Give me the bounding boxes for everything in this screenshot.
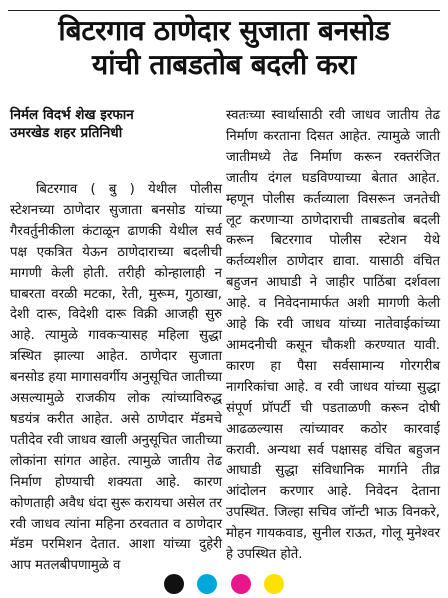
byline-role: उमरखेड शहर प्रतिनिधी [10,125,123,141]
registration-dot-magenta [231,574,251,594]
article-column-left [10,106,222,577]
headline [6,14,442,82]
headline-line-2: यांची ताबडतोब बदली करा [92,48,356,81]
print-registration-marks [0,574,448,588]
registration-dot-cyan [197,574,217,594]
article-column-right [226,106,440,566]
article-body-right: स्वतःच्या स्वार्थासाठी रवी जाधव जातीय तेढ निर्माण करताना दिसत आहेत. त्यामुळे जाती जातीमध्ये तेढ निर्माण करून रक्तरंजित जातीय दंगल घडविण्याच्या बेतात आहेत. म्हणून पोलीस कर्तव्याला विसरून जनतेची लूट करणाऱ्या ठाणेदाराची ताबडतोब बदली करून बिटरगाव पोलीस स्टेशन येथे कर्तव्यशील ठाणेदार द्यावा. यासाठी वंचित बहुजन आघाडी ने जाहीर पाठिंबा दर्शवला आहे. व निवेदनामार्फत अशी मागणी केली आहे कि रवी जाधव यांच्या नातेवाईकांच्या आमदनीची कसून चौकशी करण्यात यावी. कारण हा पैसा सर्वसामान्य गोरगरीब नागरिकांचा आहे. व रवी जाधव यांच्या सुद्धा संपूर्ण प्रॉपर्टी ची पडताळणी करून दोषी आढळल्यास त्यांच्यावर कठोर कारवाई करावी. अन्यथा सर्व पक्षासह वंचित बहुजन आघाडी सुद्धा संविधानिक मार्गाने तीव्र आंदोलन करणार आहे. निवेदन देताना उपस्थित. जिल्हा सचिव जॉन्टी भाऊ विनकरे, मोहन गायकवाड, सुनील राऊत, गोलू मुनेश्वर हे उपस्थित होते. [226,108,440,563]
byline-author: निर्मल विदर्भ शेख इरफान [10,107,134,123]
headline-line-1: बिटरगाव ठाणेदार सुजाता बनसोड [58,14,390,47]
registration-dot-black [164,574,184,594]
byline [10,106,222,142]
article-body-left: बिटरगाव ( बु ) येथील पोलीस स्टेशनच्या ठाणेदार सुजाता बनसोड यांच्या गैरवर्तुनीकीला कंटाळून ढाणकी येथील सर्व पक्ष एकत्रित येऊन ठाणेदाराच्या बदलीची मागणी केली होती. तरीही कोन्हालाही न घाबरता वरळी मटका, रेती, मुरूम, गुठाखा, देशी दारू, विदेशी दारू विक्री आजही सुरु आहे. त्यामुळे गावकऱ्यासह महिला सुद्धा त्रस्थित झाल्या आहेत. ठाणेदार सुजाता बनसोड हया मागासवर्गीय अनुसूचित जातीच्या असल्यामुळे राजकीय लोक त्यांच्याविरुद्ध षडयंत्र करीत आहेत. असे ठाणेदार मॅडमचे पतीदेव रवी जाधव खाली अनुसूचित जातीच्या लोकांना सांगत आहेत. त्यामुळे जातीय तेढ निर्माण होण्याची शक्यता आहे. कारण कोणताही अवैध धंदा सुरू करायचा असेल तर रवी जाधव त्यांना महिना ठरवतात व ठाणेदार मॅडम परमिशन देतात. आशा यांच्या दुहेरी आप मतलबीपणामुळे व [10,182,223,574]
top-rule [8,10,440,11]
registration-dot-yellow [264,574,284,594]
